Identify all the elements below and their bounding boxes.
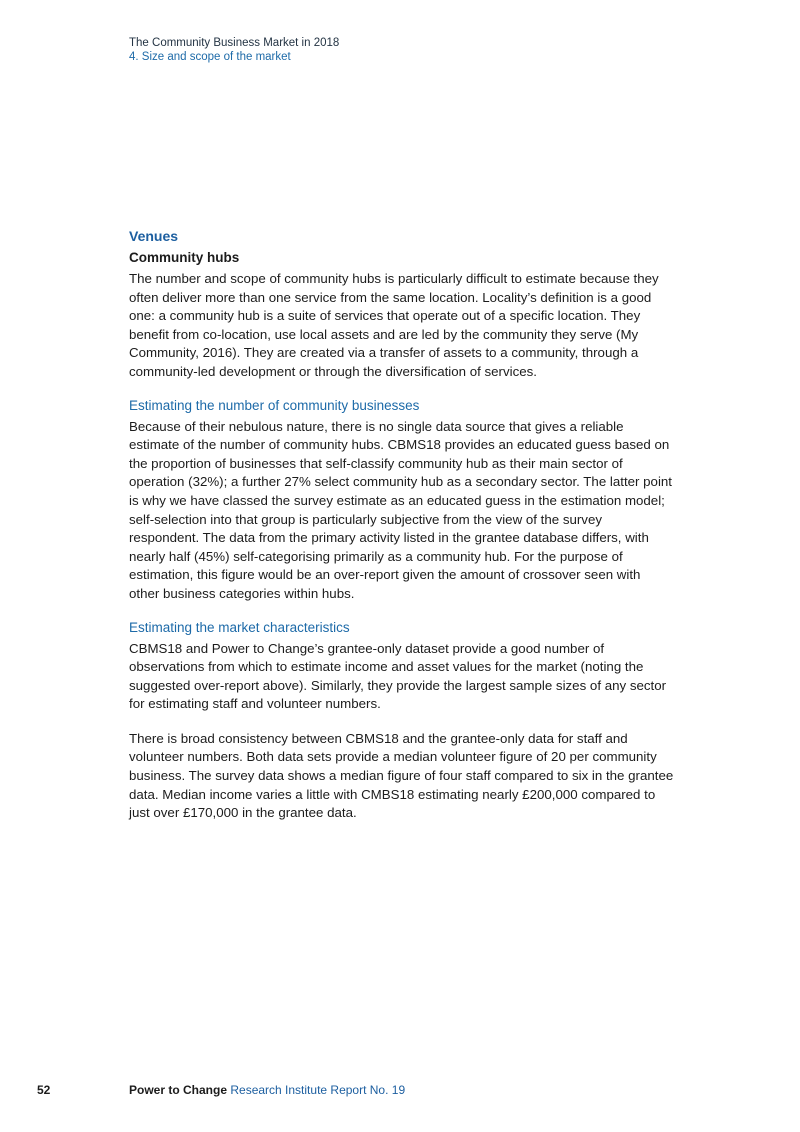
page-number: 52 — [37, 1083, 51, 1097]
subsection-heading: Community hubs — [129, 250, 240, 265]
chapter-title: 4. Size and scope of the market — [129, 51, 291, 63]
estimating-market-paragraph-2: There is broad consistency between CBMS18 and the grantee-only data for staff and volunteer numbers. Both data sets provide a median volunteer figure of 20 per community business. The survey data shows a median figure of four staff compared to six in the grantee data. Median income varies a little with CMBS18 estimating nearly £200,000 compared to just over £170,000 in the grantee data. — [129, 730, 674, 821]
estimating-market-heading: Estimating the market characteristics — [129, 619, 350, 635]
running-header — [129, 36, 339, 64]
estimating-number-heading: Estimating the number of community businesses — [129, 397, 420, 413]
estimating-number-paragraph: Because of their nebulous nature, there is no single data source that gives a reliable estimate of the number of community hubs. CBMS18 provides an educated guess based on the proportion of businesses that self-classify community hub as their main sector of operation (32%); a further 27% select community hub as a secondary sector. The latter point is why we have classed the survey estimate as an educated guess in the estimation model; self-selection into that group is particularly subjective from the view of the survey respondent. The data from the primary activity listed in the grantee database differs, with nearly half (45%) self-categorising primarily as a community hub. For the purpose of estimation, this figure would be an over-report given the amount of crossover seen with other business categories within hubs. — [129, 418, 672, 601]
footer-series: Research Institute Report No. 19 — [230, 1083, 406, 1097]
section-heading: Venues — [129, 228, 179, 244]
footer-caption — [129, 1082, 405, 1098]
main-content — [129, 226, 674, 823]
footer-organisation: Power to Change — [129, 1083, 228, 1097]
document-title: The Community Business Market in 2018 — [129, 37, 340, 49]
estimating-market-paragraph-1: CBMS18 and Power to Change’s grantee-only dataset provide a good number of observations from which to estimate income and asset values for the market (noting the suggested over-report above). Similarly, they provide the largest sample sizes of any sector for estimating staff and volunteer numbers. — [129, 640, 667, 712]
intro-paragraph: The number and scope of community hubs is particularly difficult to estimate because they often deliver more than one service from the same location. Locality’s definition is a good one: a community hub is a suite of services that operate out of a specific location. They benefit from co-location, use local assets and are led by the community they serve (My Community, 2016). They are created via a transfer of assets to a community, through a community-led development or through the diversification of services. — [129, 271, 659, 379]
